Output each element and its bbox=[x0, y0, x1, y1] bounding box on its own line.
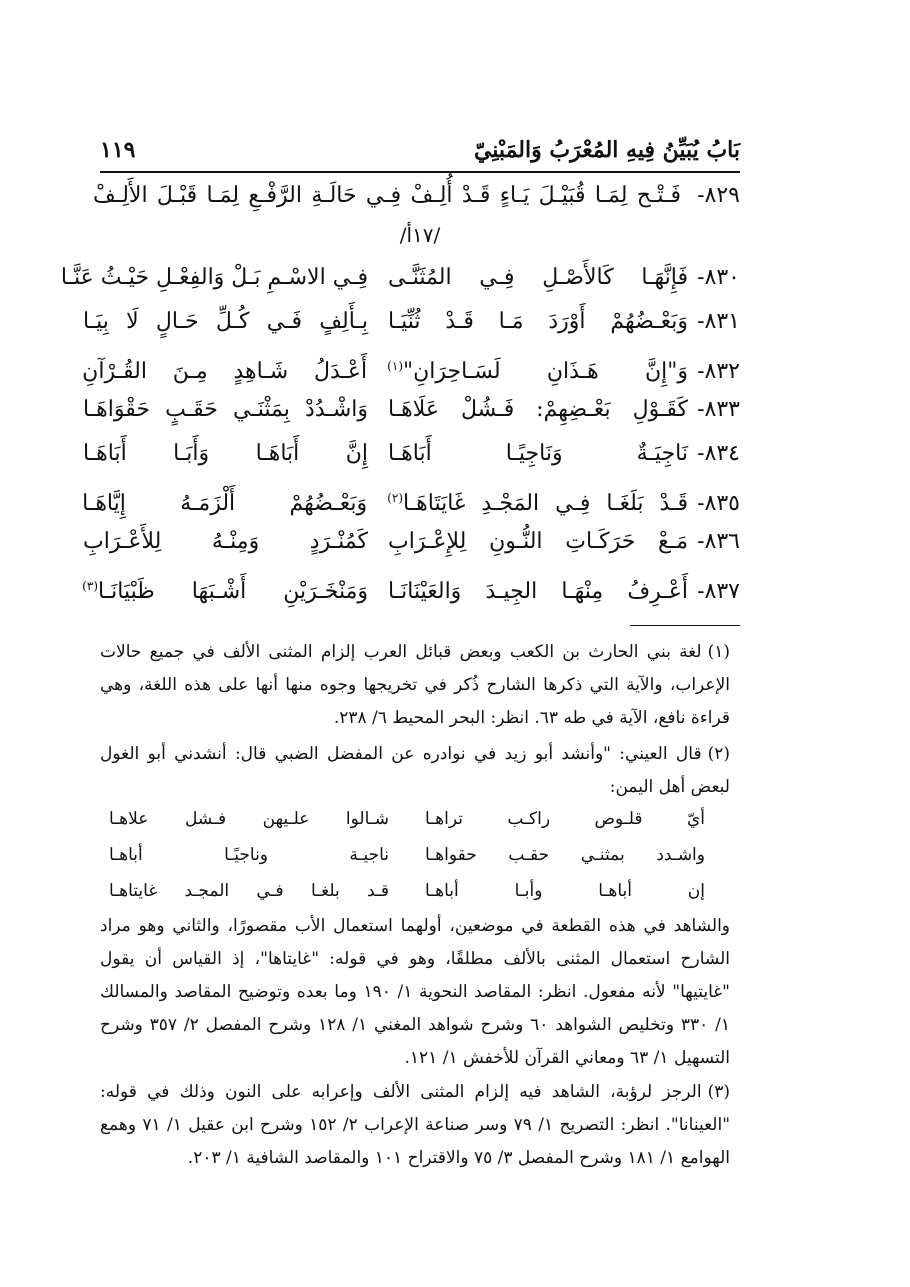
verse-line bbox=[83, 522, 740, 562]
verse-first-hemistich: وَبَعْـضُهُمْ أَوْرَدَ مَـا قَـدْ ثُنِّيَـا bbox=[388, 309, 688, 334]
verse-first-hemistich: كَقَـوْلِ بَعْـضِهِمْ: فَـشُلْ عَلَاهَـا bbox=[388, 397, 688, 422]
verse-first-hemistich: قَـدْ بَلَغَـا فِـي المَجْـدِ غَايَتَاهَـا bbox=[403, 491, 688, 517]
page-header bbox=[100, 130, 740, 170]
footnote-2 bbox=[100, 738, 730, 804]
verse-number: ٨٣٤- bbox=[697, 441, 740, 466]
verse-second-hemistich: بِـأَلِفٍ فَـي كُـلِّ حَـالٍ لَا بِيَـا bbox=[83, 309, 368, 334]
verse-number: ٨٣٦- bbox=[697, 529, 740, 554]
page-number: ١١٩ bbox=[100, 137, 136, 163]
verse-line bbox=[93, 176, 740, 216]
footnote-verse bbox=[105, 840, 705, 870]
verse-number: ٨٣٧- bbox=[697, 579, 740, 605]
footnote-reference: (٣) bbox=[82, 579, 98, 593]
verse-number: ٨٣١- bbox=[697, 309, 740, 334]
footnote-divider bbox=[630, 625, 740, 626]
footnote-marker: (٣) bbox=[707, 1082, 730, 1102]
verse-second-hemistich: إِنَّ أَبَاهَـا وَأَبَـا أَبَاهَـا bbox=[83, 441, 368, 466]
verse-line bbox=[82, 478, 740, 518]
verse-first-hemistich: أَعْـرِفُ مِنْهَـا الجِيـدَ وَالعَيْنَانَـا bbox=[388, 579, 688, 605]
verse-second-hemistich: وَبَعْـضُهُمْ أَلْزَمَـهُ إِيَّاهَـا bbox=[82, 491, 368, 517]
verse-text: فَـتْـح لِمَـا قُبَيْـلَ يَـاءٍ قَـدْ أُلِـفْ فِـي حَالَـةِ الرَّفْـعِ لِمَـا قَبْـلَ الأَلِـفْ bbox=[93, 183, 681, 208]
verse-second-hemistich: أَعْـدَلُ شَـاهِدٍ مِـنَ القُـرْآنِ bbox=[82, 359, 368, 385]
verse-first-hemistich: فَإِنَّهَـا كَالأَصْـلِ فِـي المُثَنَّـى bbox=[388, 265, 688, 290]
verse-number: ٨٣٣- bbox=[697, 397, 740, 422]
footnote-verse bbox=[105, 876, 705, 906]
verse-number: ٨٣٠- bbox=[697, 265, 740, 290]
verse-second-hemistich: كَمُنْـرَدٍ وَمِنْـهُ لِلأَعْـرَابِ bbox=[83, 529, 368, 554]
verse-first-hemistich: أيّ قلـوص راكـب تراهـا bbox=[425, 809, 705, 829]
footnote-2-continued bbox=[100, 910, 730, 1075]
verse-number: ٨٣٢- bbox=[697, 359, 740, 385]
footnote-text: والشاهد في هذه القطعة في موضعين، أولهما استعمال الأب مقصورًا، والثاني وهو مراد الشارح استعمال المثنى بالألف مطلقًا، وهو في قوله: "غايتاها"، إذ القياس أن يقول "غايتيها" لأنه مفعول. انظر: المقاصد النحوية ١/ ١٩٠ وما بعده وتوضيح المقاصد والمسالك ١/ ٣٣٠ وتخليص الشواهد ٦٠ وشرح شواهد المغني ١/ ١٢٨ وشرح المفصل ٢/ ٣٥٧ وشرح التسهيل ١/ ٦٣ ومعاني القرآن للأخفش ١/ ١٢١. bbox=[100, 916, 730, 1068]
footnote-marker: (١) bbox=[707, 642, 730, 662]
footnote-marker: (٢) bbox=[707, 744, 730, 764]
verse-line bbox=[82, 346, 740, 386]
footnote-reference: (١) bbox=[387, 359, 403, 373]
page-title: بَابُ يُبَيِّنُ فِيهِ المُعْرَبُ وَالمَبْنِيّ bbox=[473, 137, 740, 163]
footnote-text: لغة بني الحارث بن الكعب وبعض قبائل العرب إلزام المثنى الألف في جميع حالات الإعراب، والآية التي ذكرها الشارح ذُكر في تخريجها وجوه منها أنها على هذه اللغة، وهي قراءة نافع، الآية في طه ٦٣. انظر: البحر المحيط ٦/ ٢٣٨. bbox=[100, 642, 730, 728]
folio-marker: /١٧أ/ bbox=[399, 223, 441, 247]
footnote-3 bbox=[100, 1076, 730, 1175]
verse-line bbox=[83, 434, 740, 474]
verse-line bbox=[60, 258, 740, 298]
verse-second-hemistich: فِـي الاسْـمِ بَـلْ وَالفِعْـلِ حَيْـثُ عَنَّـا bbox=[60, 265, 368, 290]
verse-line bbox=[83, 390, 740, 430]
verse-first-hemistich: واشـدد بمثنـي حقـب حقواهـا bbox=[425, 845, 705, 865]
verse-first-hemistich: إن أباهـا وأبـا أباهـا bbox=[425, 881, 705, 901]
verse-line bbox=[82, 566, 740, 606]
verse-second-hemistich: وَاشْـدُدْ بِمَثْنَـي حَقَـبٍ حَقْوَاهَـا bbox=[83, 397, 368, 422]
verse-second-hemistich: شـالوا علـيهن فـشل علاهـا bbox=[109, 809, 389, 829]
footnote-verse bbox=[105, 804, 705, 834]
footnote-1 bbox=[100, 636, 730, 735]
footnote-text: الرجز لرؤبة، الشاهد فيه إلزام المثنى الألف وإعرابه على النون وذلك في قوله: "العينانا". انظر: التصريح ١/ ٧٩ وسر صناعة الإعراب ٢/ ١٥٢ وشرح ابن عقيل ١/ ٧١ وهمع الهوامع ١/ ١٨١ وشرح المفصل ٣/ ٧٥ والاقتراح ١٠١ والمقاصد الشافية ١/ ٢٠٣. bbox=[100, 1082, 731, 1168]
verse-number: ٨٣٥- bbox=[697, 491, 740, 517]
header-divider bbox=[100, 171, 740, 173]
footnote-text: قال العيني: "وأنشد أبو زيد في نوادره عن المفضل الضبي قال: أنشدني أبو الغول لبعض أهل اليمن: bbox=[100, 744, 730, 797]
verse-line bbox=[83, 302, 740, 342]
verse-first-hemistich: مَـعْ حَرَكَـاتِ النُّـونِ لِلإِعْـرَابِ bbox=[388, 529, 688, 554]
verse-first-hemistich: نَاجِيَـةٌ وَنَاجِيًـا أَبَاهَـا bbox=[388, 441, 688, 466]
verse-first-hemistich: وَ"إِنَّ هَـذَانِ لَسَـاحِرَانِ" bbox=[403, 359, 688, 385]
verse-second-hemistich: قـد بلغـا فـي المجـد غايتاهـا bbox=[109, 881, 389, 901]
verse-number: ٨٢٩- bbox=[697, 183, 740, 208]
verse-second-hemistich: ناجيـة وناجيًـا أباهـا bbox=[109, 845, 389, 865]
verse-second-hemistich: وَمَنْخَـرَيْنِ أَشْـبَهَا ظَبْيَانَـا bbox=[98, 579, 368, 605]
footnote-reference: (٢) bbox=[387, 491, 403, 505]
